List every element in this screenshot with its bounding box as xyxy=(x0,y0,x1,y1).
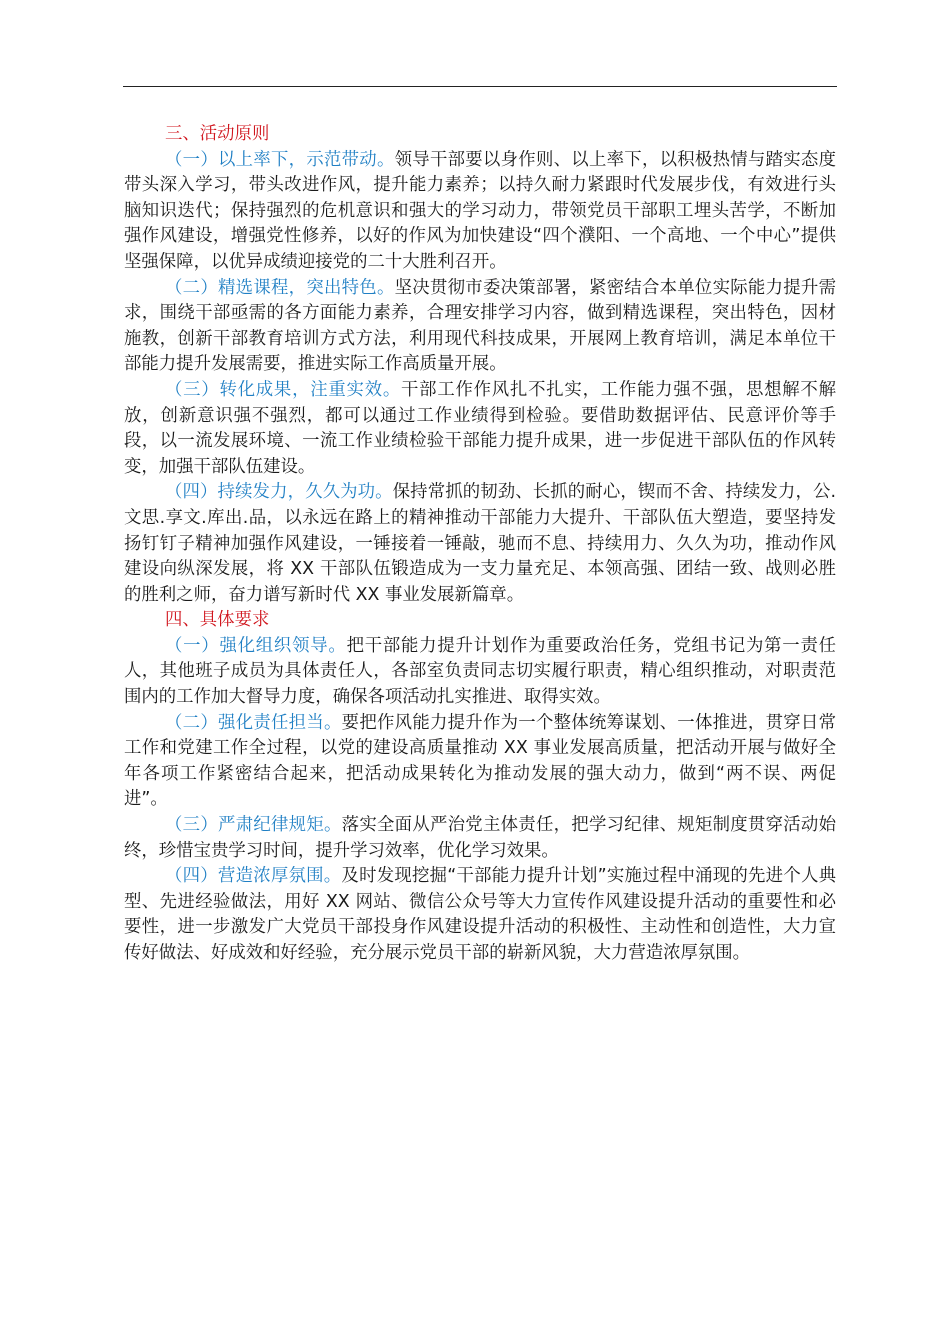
paragraph xyxy=(124,864,836,966)
paragraph-body: 要把作风能力提升作为一个整体统筹谋划、一体推进，贯穿日常工作和党建工作全过程，以党的建设高质量推动 XX 事业发展高质量，把活动开展与做好全年各项工作紧密结合起来，把活动成果转化为推动发展的强大动力，做到“两不误、两促进”。 xyxy=(124,712,836,810)
paragraph-lead: （一）以上率下，示范带动。 xyxy=(165,149,395,170)
paragraph-lead: （二）精选课程，突出特色。 xyxy=(165,277,395,298)
paragraph xyxy=(124,148,836,276)
paragraph-lead: （二）强化责任担当。 xyxy=(165,712,342,733)
paragraph xyxy=(124,813,836,864)
paragraph-lead: （四）营造浓厚氛围。 xyxy=(165,866,342,887)
paragraph xyxy=(124,378,836,480)
paragraph-body: 及时发现挖掘“干部能力提升计划”实施过程中涌现的先进个人典型、先进经验做法，用好 XX 网站、微信公众号等大力宣传作风建设提升活动的重要性和必要性，进一步激发广大党员干部投身作风建设提升活动的积极性、主动性和创造性，大力宣传好做法、好成效和好经验，充分展示党员干部的崭新风貌，大力营造浓厚氛围。 xyxy=(124,866,836,963)
paragraph-lead: （一）强化组织领导。 xyxy=(165,635,347,656)
paragraph-body: 把干部能力提升计划作为重要政治任务，党组书记为第一责任人，其他班子成员为具体责任人，各部室负责同志切实履行职责，精心组织推动，对职责范围内的工作加大督导力度，确保各项活动扎实推进、取得实效。 xyxy=(124,635,836,708)
paragraph xyxy=(124,480,836,608)
paragraph-lead: （三）转化成果，注重实效。 xyxy=(165,379,402,400)
paragraph-lead: （三）严肃纪律规矩。 xyxy=(165,815,342,836)
paragraph xyxy=(124,276,836,378)
document-body xyxy=(124,122,836,967)
paragraph-body: 落实全面从严治党主体责任，把学习纪律、规矩制度贯穿活动始终，珍惜宝贵学习时间，提升学习效率，优化学习效果。 xyxy=(124,815,836,861)
paragraph-lead: （四）持续发力，久久为功。 xyxy=(165,482,393,503)
header-rule xyxy=(123,86,837,87)
section-heading: 四、具体要求 xyxy=(165,610,270,631)
section-heading: 三、活动原则 xyxy=(165,124,270,144)
paragraph xyxy=(124,711,836,813)
paragraph-body: 领导干部要以身作则、以上率下，以积极热情与踏实态度带头深入学习，带头改进作风，提升能力素养；以持久耐力紧跟时代发展步伐，有效进行头脑知识迭代；保持强烈的危机意识和强大的学习动力，带领党员干部职工埋头苦学，不断加强作风建设，增强党性修养，以好的作风为加快建设“四个濮阳、一个高地、一个中心”提供坚强保障，以优异成绩迎接党的二十大胜利召开。 xyxy=(124,149,836,272)
paragraph-body: 干部工作作风扎不扎实，工作能力强不强，思想解不解放，创新意识强不强烈，都可以通过工作业绩得到检验。要借助数据评估、民意评价等手段，以一流发展环境、一流工作业绩检验干部能力提升成果，进一步促进干部队伍的作风转变，加强干部队伍建设。 xyxy=(124,379,836,477)
section-activity-principles xyxy=(124,122,836,608)
paragraph-body: 保持常抓的韧劲、长抓的耐心，锲而不舍、持续发力，公.文思.享文.库出.品，以永远在路上的精神推动干部能力大提升、干部队伍大塑造，要坚持发扬钉钉子精神加强作风建设，一锤接着一锤敲，驰而不息、持续用力、久久为功，推动作风建设向纵深发展，将 XX 干部队伍锻造成为一支力量充足、本领高强、团结一致、战则必胜的胜利之师，奋力谱写新时代 XX 事业发展新篇章。 xyxy=(124,482,837,605)
paragraph-body: 坚决贯彻市委决策部署，紧密结合本单位实际能力提升需求，围绕干部亟需的各方面能力素养，合理安排学习内容，做到精选课程，突出特色，因材施教，创新干部教育培训方式方法，利用现代科技成果，开展网上教育培训，满足本单位干部能力提升发展需要，推进实际工作高质量开展。 xyxy=(124,277,836,375)
paragraph xyxy=(124,634,836,711)
section-specific-requirements xyxy=(124,608,836,966)
